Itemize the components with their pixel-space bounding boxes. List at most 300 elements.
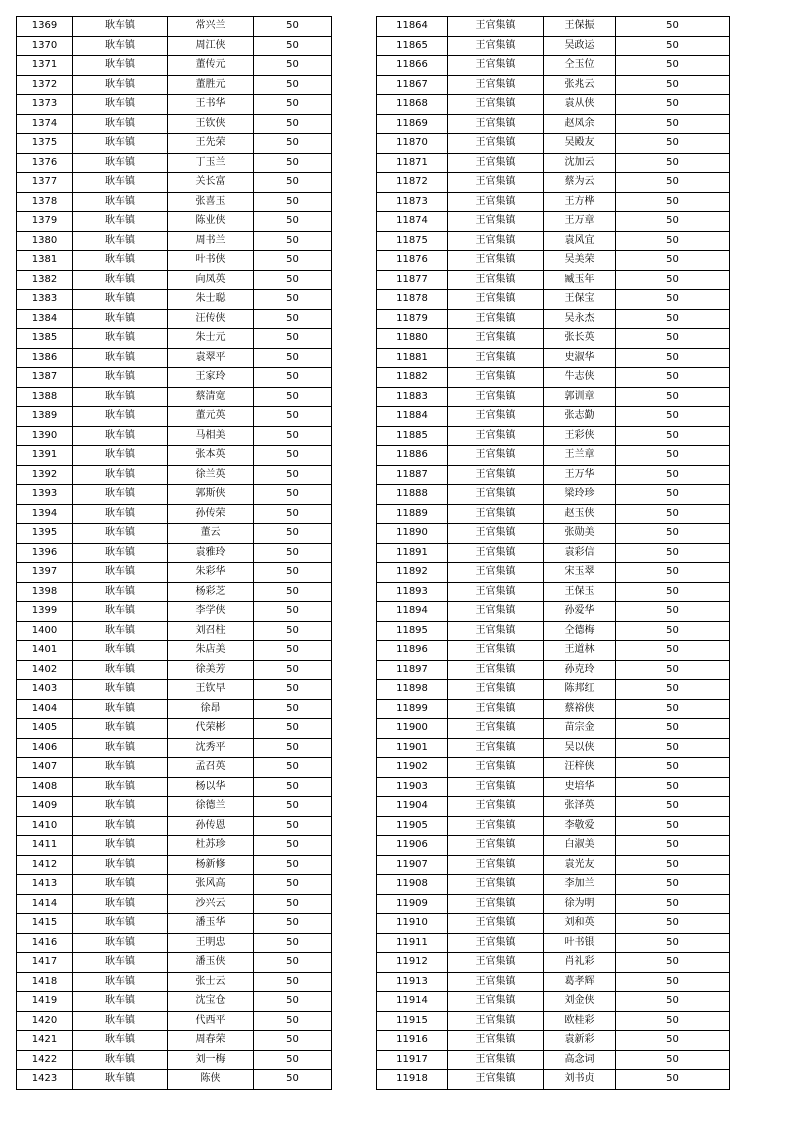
table-row: [377, 953, 730, 973]
table-row: [377, 407, 730, 427]
town-cell: 王官集镇: [448, 17, 544, 37]
table-row: [17, 270, 332, 290]
name-cell: 张本英: [168, 446, 254, 466]
town-cell: 王官集镇: [448, 680, 544, 700]
serial-number-cell: 11866: [377, 56, 448, 76]
amount-cell: 50: [616, 270, 730, 290]
name-cell: 董传元: [168, 56, 254, 76]
name-cell: 臧玉年: [544, 270, 616, 290]
amount-cell: 50: [254, 797, 332, 817]
table-row: [17, 134, 332, 154]
town-cell: 王官集镇: [448, 738, 544, 758]
name-cell: 朱士聪: [168, 290, 254, 310]
serial-number-cell: 1401: [17, 641, 73, 661]
serial-number-cell: 11914: [377, 992, 448, 1012]
town-cell: 耿车镇: [73, 1050, 168, 1070]
town-cell: 耿车镇: [73, 758, 168, 778]
name-cell: 杨彩芝: [168, 582, 254, 602]
name-cell: 徐昂: [168, 699, 254, 719]
name-cell: 吴永杰: [544, 309, 616, 329]
serial-number-cell: 11868: [377, 95, 448, 115]
serial-number-cell: 1415: [17, 914, 73, 934]
amount-cell: 50: [254, 602, 332, 622]
town-cell: 王官集镇: [448, 426, 544, 446]
table-row: [377, 251, 730, 271]
serial-number-cell: 11879: [377, 309, 448, 329]
town-cell: 王官集镇: [448, 602, 544, 622]
serial-number-cell: 11887: [377, 465, 448, 485]
name-cell: 牛志侠: [544, 368, 616, 388]
table-row: [17, 251, 332, 271]
amount-cell: 50: [254, 1011, 332, 1031]
serial-number-cell: 11891: [377, 543, 448, 563]
name-cell: 袁新彩: [544, 1031, 616, 1051]
name-cell: 肖礼彩: [544, 953, 616, 973]
name-cell: 董胜元: [168, 75, 254, 95]
town-cell: 耿车镇: [73, 894, 168, 914]
amount-cell: 50: [254, 426, 332, 446]
name-cell: 蔡为云: [544, 173, 616, 193]
table-row: [17, 758, 332, 778]
amount-cell: 50: [616, 17, 730, 37]
table-row: [17, 563, 332, 583]
town-cell: 耿车镇: [73, 251, 168, 271]
table-row: [377, 368, 730, 388]
name-cell: 王道林: [544, 641, 616, 661]
name-cell: 孙传荣: [168, 504, 254, 524]
amount-cell: 50: [254, 192, 332, 212]
town-cell: 王官集镇: [448, 348, 544, 368]
table-row: [377, 348, 730, 368]
table-row: [377, 602, 730, 622]
name-cell: 杨以华: [168, 777, 254, 797]
serial-number-cell: 11896: [377, 641, 448, 661]
serial-number-cell: 1392: [17, 465, 73, 485]
table-row: [17, 1070, 332, 1090]
table-row: [377, 660, 730, 680]
name-cell: 李敬爱: [544, 816, 616, 836]
serial-number-cell: 1417: [17, 953, 73, 973]
table-row: [377, 875, 730, 895]
amount-cell: 50: [254, 563, 332, 583]
serial-number-cell: 1378: [17, 192, 73, 212]
table-row: [377, 95, 730, 115]
serial-number-cell: 1395: [17, 524, 73, 544]
serial-number-cell: 11915: [377, 1011, 448, 1031]
serial-number-cell: 11876: [377, 251, 448, 271]
town-cell: 耿车镇: [73, 563, 168, 583]
town-cell: 王官集镇: [448, 446, 544, 466]
amount-cell: 50: [254, 738, 332, 758]
town-cell: 耿车镇: [73, 446, 168, 466]
serial-number-cell: 11885: [377, 426, 448, 446]
serial-number-cell: 1377: [17, 173, 73, 193]
name-cell: 马相美: [168, 426, 254, 446]
table-row: [377, 134, 730, 154]
town-cell: 王官集镇: [448, 914, 544, 934]
town-cell: 耿车镇: [73, 816, 168, 836]
name-cell: 刘书贞: [544, 1070, 616, 1090]
amount-cell: 50: [616, 660, 730, 680]
serial-number-cell: 1381: [17, 251, 73, 271]
name-cell: 高念词: [544, 1050, 616, 1070]
serial-number-cell: 11883: [377, 387, 448, 407]
town-cell: 耿车镇: [73, 1011, 168, 1031]
name-cell: 朱店美: [168, 641, 254, 661]
name-cell: 潘玉华: [168, 914, 254, 934]
town-cell: 王官集镇: [448, 1050, 544, 1070]
name-cell: 吴美荣: [544, 251, 616, 271]
amount-cell: 50: [616, 855, 730, 875]
town-cell: 耿车镇: [73, 114, 168, 134]
serial-number-cell: 1376: [17, 153, 73, 173]
serial-number-cell: 1414: [17, 894, 73, 914]
table-row: [377, 212, 730, 232]
town-cell: 耿车镇: [73, 270, 168, 290]
amount-cell: 50: [254, 309, 332, 329]
serial-number-cell: 1371: [17, 56, 73, 76]
name-cell: 潘玉侠: [168, 953, 254, 973]
town-cell: 王官集镇: [448, 1031, 544, 1051]
name-cell: 孟召英: [168, 758, 254, 778]
table-row: [17, 75, 332, 95]
table-row: [17, 680, 332, 700]
amount-cell: 50: [616, 953, 730, 973]
table-row: [17, 329, 332, 349]
amount-cell: 50: [616, 875, 730, 895]
serial-number-cell: 1389: [17, 407, 73, 427]
town-cell: 耿车镇: [73, 797, 168, 817]
name-cell: 张志勤: [544, 407, 616, 427]
table-row: [17, 524, 332, 544]
name-cell: 沈加云: [544, 153, 616, 173]
table-row: [377, 543, 730, 563]
serial-number-cell: 1407: [17, 758, 73, 778]
amount-cell: 50: [616, 446, 730, 466]
serial-number-cell: 11870: [377, 134, 448, 154]
amount-cell: 50: [254, 758, 332, 778]
table-row: [17, 446, 332, 466]
town-cell: 耿车镇: [73, 582, 168, 602]
table-row: [377, 17, 730, 37]
name-cell: 孙爱华: [544, 602, 616, 622]
serial-number-cell: 1409: [17, 797, 73, 817]
name-cell: 梁玲珍: [544, 485, 616, 505]
serial-number-cell: 1385: [17, 329, 73, 349]
table-row: [17, 953, 332, 973]
table-row: [17, 602, 332, 622]
name-cell: 史培华: [544, 777, 616, 797]
name-cell: 王保振: [544, 17, 616, 37]
amount-cell: 50: [254, 465, 332, 485]
name-cell: 朱士元: [168, 329, 254, 349]
town-cell: 耿车镇: [73, 368, 168, 388]
amount-cell: 50: [616, 914, 730, 934]
amount-cell: 50: [254, 387, 332, 407]
serial-number-cell: 11902: [377, 758, 448, 778]
name-cell: 徐为明: [544, 894, 616, 914]
roster-table-left: [16, 16, 332, 1090]
serial-number-cell: 1398: [17, 582, 73, 602]
serial-number-cell: 1423: [17, 1070, 73, 1090]
name-cell: 沙兴云: [168, 894, 254, 914]
serial-number-cell: 1405: [17, 719, 73, 739]
name-cell: 白淑美: [544, 836, 616, 856]
serial-number-cell: 1420: [17, 1011, 73, 1031]
serial-number-cell: 1422: [17, 1050, 73, 1070]
town-cell: 耿车镇: [73, 953, 168, 973]
name-cell: 葛孝辉: [544, 972, 616, 992]
table-row: [17, 1031, 332, 1051]
town-cell: 王官集镇: [448, 582, 544, 602]
serial-number-cell: 11881: [377, 348, 448, 368]
town-cell: 耿车镇: [73, 212, 168, 232]
serial-number-cell: 1372: [17, 75, 73, 95]
amount-cell: 50: [616, 699, 730, 719]
town-cell: 王官集镇: [448, 660, 544, 680]
name-cell: 沈秀平: [168, 738, 254, 758]
name-cell: 仝德梅: [544, 621, 616, 641]
amount-cell: 50: [254, 153, 332, 173]
name-cell: 宋玉翠: [544, 563, 616, 583]
table-row: [377, 563, 730, 583]
table-row: [17, 933, 332, 953]
table-row: [377, 192, 730, 212]
table-row: [377, 992, 730, 1012]
town-cell: 耿车镇: [73, 875, 168, 895]
name-cell: 代西平: [168, 1011, 254, 1031]
town-cell: 王官集镇: [448, 641, 544, 661]
town-cell: 王官集镇: [448, 95, 544, 115]
town-cell: 王官集镇: [448, 1070, 544, 1090]
name-cell: 刘金侠: [544, 992, 616, 1012]
name-cell: 仝玉位: [544, 56, 616, 76]
serial-number-cell: 1374: [17, 114, 73, 134]
town-cell: 王官集镇: [448, 368, 544, 388]
amount-cell: 50: [254, 251, 332, 271]
town-cell: 王官集镇: [448, 504, 544, 524]
amount-cell: 50: [616, 777, 730, 797]
name-cell: 关长富: [168, 173, 254, 193]
name-cell: 王明忠: [168, 933, 254, 953]
table-row: [17, 1011, 332, 1031]
town-cell: 王官集镇: [448, 953, 544, 973]
name-cell: 郭训章: [544, 387, 616, 407]
amount-cell: 50: [254, 368, 332, 388]
table-row: [377, 894, 730, 914]
table-row: [377, 641, 730, 661]
name-cell: 周春荣: [168, 1031, 254, 1051]
name-cell: 陈邦红: [544, 680, 616, 700]
name-cell: 史淑华: [544, 348, 616, 368]
serial-number-cell: 11888: [377, 485, 448, 505]
serial-number-cell: 1383: [17, 290, 73, 310]
table-row: [377, 582, 730, 602]
serial-number-cell: 11910: [377, 914, 448, 934]
town-cell: 王官集镇: [448, 192, 544, 212]
amount-cell: 50: [616, 738, 730, 758]
name-cell: 董元英: [168, 407, 254, 427]
roster-table-right-body: [377, 17, 730, 1090]
name-cell: 王钦侠: [168, 114, 254, 134]
amount-cell: 50: [254, 972, 332, 992]
amount-cell: 50: [254, 582, 332, 602]
amount-cell: 50: [616, 426, 730, 446]
table-row: [17, 836, 332, 856]
table-row: [17, 95, 332, 115]
serial-number-cell: 11908: [377, 875, 448, 895]
amount-cell: 50: [616, 543, 730, 563]
town-cell: 王官集镇: [448, 173, 544, 193]
table-row: [377, 504, 730, 524]
serial-number-cell: 11864: [377, 17, 448, 37]
name-cell: 汪梓侠: [544, 758, 616, 778]
amount-cell: 50: [616, 368, 730, 388]
name-cell: 王万华: [544, 465, 616, 485]
town-cell: 王官集镇: [448, 407, 544, 427]
amount-cell: 50: [254, 212, 332, 232]
name-cell: 刘和英: [544, 914, 616, 934]
town-cell: 王官集镇: [448, 134, 544, 154]
table-row: [377, 231, 730, 251]
table-row: [377, 738, 730, 758]
amount-cell: 50: [616, 719, 730, 739]
serial-number-cell: 1411: [17, 836, 73, 856]
name-cell: 徐德兰: [168, 797, 254, 817]
amount-cell: 50: [616, 173, 730, 193]
amount-cell: 50: [616, 972, 730, 992]
amount-cell: 50: [254, 329, 332, 349]
name-cell: 孙克玲: [544, 660, 616, 680]
amount-cell: 50: [254, 36, 332, 56]
serial-number-cell: 1396: [17, 543, 73, 563]
serial-number-cell: 11869: [377, 114, 448, 134]
name-cell: 王兰章: [544, 446, 616, 466]
amount-cell: 50: [254, 953, 332, 973]
town-cell: 王官集镇: [448, 992, 544, 1012]
table-row: [17, 582, 332, 602]
serial-number-cell: 1416: [17, 933, 73, 953]
town-cell: 耿车镇: [73, 1070, 168, 1090]
serial-number-cell: 11867: [377, 75, 448, 95]
table-row: [17, 309, 332, 329]
name-cell: 袁从侠: [544, 95, 616, 115]
amount-cell: 50: [616, 933, 730, 953]
name-cell: 吴政运: [544, 36, 616, 56]
serial-number-cell: 1394: [17, 504, 73, 524]
name-cell: 周江侠: [168, 36, 254, 56]
serial-number-cell: 11909: [377, 894, 448, 914]
serial-number-cell: 1421: [17, 1031, 73, 1051]
table-row: [377, 797, 730, 817]
name-cell: 董云: [168, 524, 254, 544]
name-cell: 张喜玉: [168, 192, 254, 212]
table-row: [17, 719, 332, 739]
serial-number-cell: 11882: [377, 368, 448, 388]
name-cell: 王保玉: [544, 582, 616, 602]
amount-cell: 50: [616, 212, 730, 232]
town-cell: 王官集镇: [448, 465, 544, 485]
table-row: [377, 914, 730, 934]
serial-number-cell: 1400: [17, 621, 73, 641]
table-row: [377, 816, 730, 836]
name-cell: 沈宝仓: [168, 992, 254, 1012]
amount-cell: 50: [616, 992, 730, 1012]
name-cell: 陈业侠: [168, 212, 254, 232]
name-cell: 王万章: [544, 212, 616, 232]
amount-cell: 50: [616, 309, 730, 329]
town-cell: 耿车镇: [73, 524, 168, 544]
town-cell: 耿车镇: [73, 738, 168, 758]
table-row: [17, 504, 332, 524]
serial-number-cell: 11905: [377, 816, 448, 836]
name-cell: 刘召柱: [168, 621, 254, 641]
amount-cell: 50: [254, 680, 332, 700]
table-row: [17, 407, 332, 427]
town-cell: 耿车镇: [73, 329, 168, 349]
serial-number-cell: 1412: [17, 855, 73, 875]
amount-cell: 50: [254, 875, 332, 895]
town-cell: 耿车镇: [73, 465, 168, 485]
serial-number-cell: 1369: [17, 17, 73, 37]
serial-number-cell: 1399: [17, 602, 73, 622]
serial-number-cell: 1403: [17, 680, 73, 700]
amount-cell: 50: [616, 153, 730, 173]
name-cell: 徐美芳: [168, 660, 254, 680]
name-cell: 王方桦: [544, 192, 616, 212]
table-row: [17, 797, 332, 817]
town-cell: 王官集镇: [448, 777, 544, 797]
serial-number-cell: 11878: [377, 290, 448, 310]
name-cell: 袁风宜: [544, 231, 616, 251]
town-cell: 王官集镇: [448, 875, 544, 895]
amount-cell: 50: [616, 894, 730, 914]
table-row: [17, 36, 332, 56]
serial-number-cell: 11884: [377, 407, 448, 427]
amount-cell: 50: [616, 504, 730, 524]
town-cell: 王官集镇: [448, 329, 544, 349]
name-cell: 王书华: [168, 95, 254, 115]
town-cell: 王官集镇: [448, 270, 544, 290]
town-cell: 王官集镇: [448, 251, 544, 271]
town-cell: 耿车镇: [73, 173, 168, 193]
table-row: [377, 36, 730, 56]
name-cell: 周书兰: [168, 231, 254, 251]
amount-cell: 50: [616, 485, 730, 505]
town-cell: 王官集镇: [448, 56, 544, 76]
town-cell: 王官集镇: [448, 699, 544, 719]
table-row: [377, 1031, 730, 1051]
serial-number-cell: 11907: [377, 855, 448, 875]
amount-cell: 50: [616, 407, 730, 427]
table-row: [17, 426, 332, 446]
serial-number-cell: 11900: [377, 719, 448, 739]
table-row: [17, 231, 332, 251]
amount-cell: 50: [616, 231, 730, 251]
name-cell: 王钦早: [168, 680, 254, 700]
amount-cell: 50: [616, 1070, 730, 1090]
town-cell: 王官集镇: [448, 309, 544, 329]
name-cell: 王彩侠: [544, 426, 616, 446]
amount-cell: 50: [616, 192, 730, 212]
amount-cell: 50: [254, 485, 332, 505]
amount-cell: 50: [254, 933, 332, 953]
amount-cell: 50: [616, 75, 730, 95]
town-cell: 王官集镇: [448, 36, 544, 56]
table-row: [17, 875, 332, 895]
amount-cell: 50: [254, 621, 332, 641]
name-cell: 叶书侠: [168, 251, 254, 271]
